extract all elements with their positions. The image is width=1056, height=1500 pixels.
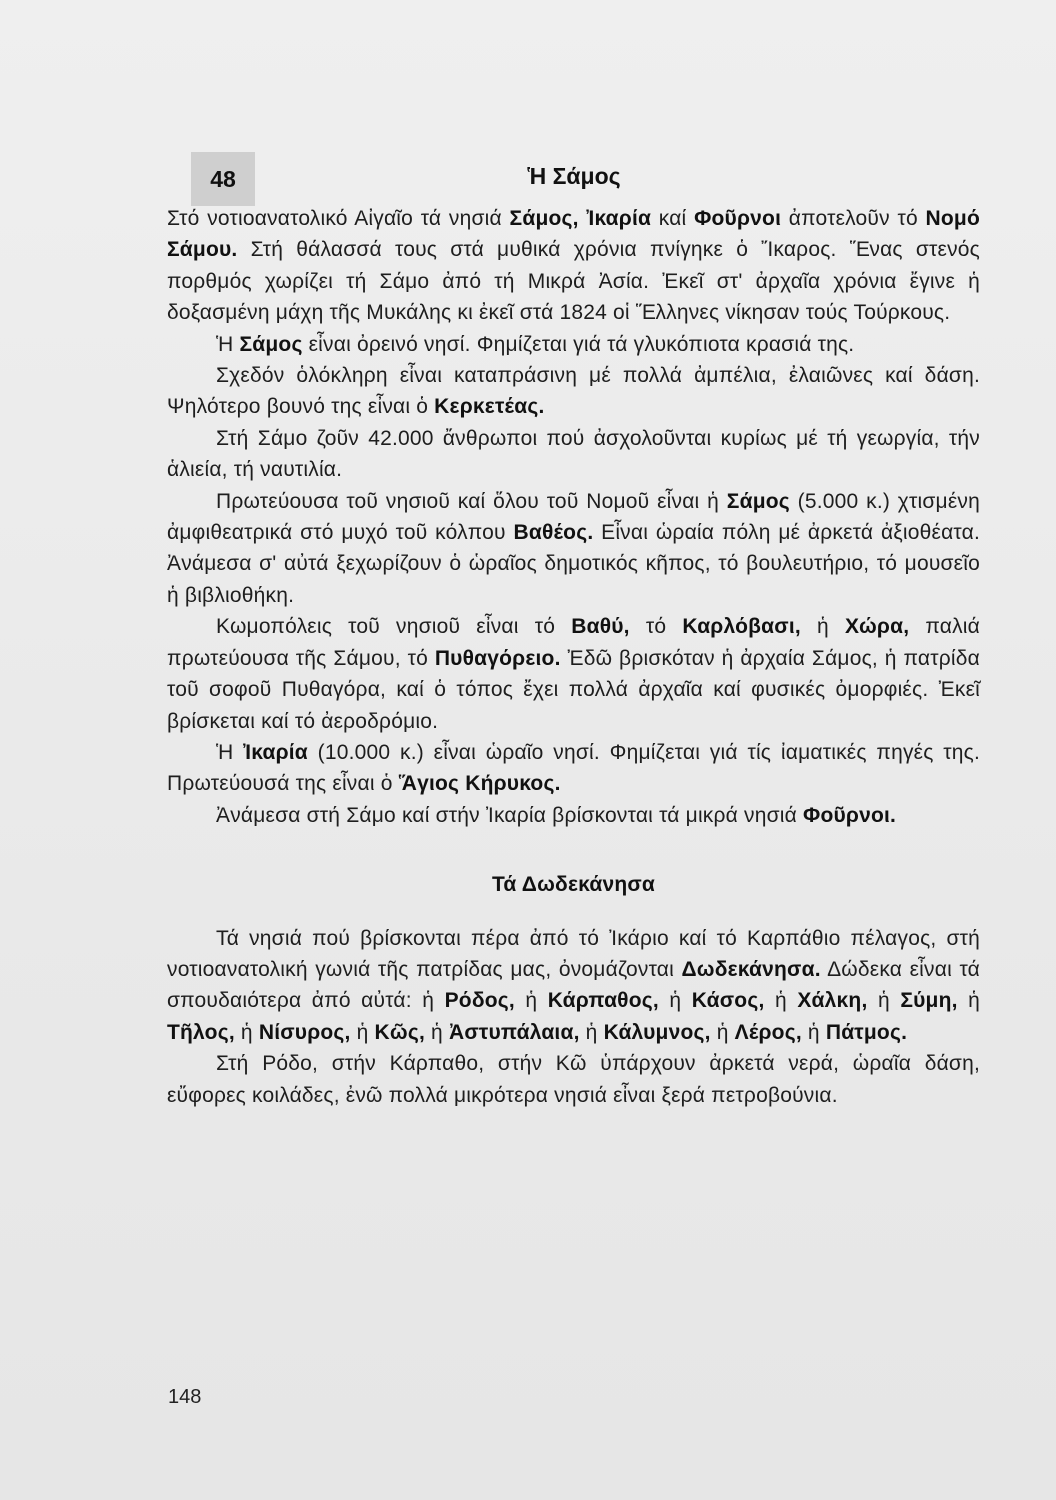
bold-term: Ἅγιος Κήρυκος. (398, 772, 561, 796)
bold-term: Δωδεκάνησα. (681, 957, 821, 981)
bold-term: Ἰκαρία (243, 740, 308, 764)
dodecanese-paragraph-2 (167, 1048, 980, 1111)
text-run: Κωμοπόλεις τοῦ νησιοῦ εἶναι τό (216, 615, 572, 639)
text-run: ἡ (957, 989, 981, 1013)
samos-paragraph-5 (167, 486, 980, 612)
samos-paragraph-4 (167, 423, 980, 486)
bold-term: Πυθαγόρειο. (434, 646, 561, 670)
text-run: Στή Σάμο ζοῦν 42.000 ἄνθρωποι πού ἀσχολοῦνται κυρίως μέ τή γεωργία, τήν ἁλιεία, τή ναυτιλία. (167, 426, 980, 482)
bold-term: Ἀστυπάλαια, (448, 1020, 580, 1044)
text-run: ἡ (658, 989, 692, 1013)
bold-term: Κάλυμνος, (603, 1020, 711, 1044)
bold-term: Χώρα, (845, 615, 910, 639)
samos-paragraph-6 (167, 611, 980, 737)
text-run: εἶναι ὀρεινό νησί. Φημίζεται γιά τά γλυκόπιοτα κρασιά της. (302, 332, 855, 356)
samos-paragraph-2 (167, 329, 980, 360)
bold-term: Νομό Σάμου. (167, 207, 981, 262)
section-heading-dodecanese: Τά Δωδεκάνησα (491, 873, 656, 897)
text-run: Εἶναι ὡραία πόλη μέ ἀρκετά ἀξιοθέατα. Ἀνάμεσα σ' αὐτά ξεχωρίζουν ὁ ὡραῖος δημοτικός κῆπος, τό βουλευτήριο, τό μουσεῖο ἡ βιβλιοθήκη. (167, 521, 980, 607)
bold-term: Κερκετέας. (434, 395, 545, 419)
text-run: Ἡ (216, 740, 244, 764)
text-run: Στή θάλασσά τους στά μυθικά χρόνια πνίγηκε ὁ Ἴκαρος. Ἕνας στενός πορθμός χωρίζει τή Σάμο ἀπό τή Μικρά Ἀσία. Ἐκεῖ στ' ἀρχαῖα χρόνια ἔγινε ἡ δοξασμένη μάχη τῆς Μυκάλης κι ἐκεῖ στά 1824 οἱ Ἕλληνες νίκησαν τούς Τούρκους. (167, 238, 980, 325)
page-title: Ἡ Σάμος (527, 163, 621, 189)
bold-term: Ρόδος, (444, 989, 515, 1013)
text-run: ἡ (350, 1020, 375, 1044)
text-run: Στό νοτιοανατολικό Αἰγαῖο τά νησιά (167, 207, 510, 230)
bold-term: Κάσος, (691, 989, 765, 1013)
text-run: Τά νησιά πού βρίσκονται πέρα ἀπό τό Ἰκάριο καί τό Καρπάθιο πέλαγος, στή νοτιοανατολική γωνιά τῆς πατρίδας μας, ὀνομάζονται (167, 926, 980, 981)
bold-term: Σύμη, (900, 989, 958, 1013)
bold-term: Κάρπαθος, (547, 989, 659, 1013)
text-run: ἡ (867, 989, 901, 1013)
bold-term: Τῆλος, (167, 1020, 235, 1044)
text-run: Ἐδῶ βρισκόταν ἡ ἀρχαία Σάμος, ἡ πατρίδα τοῦ σοφοῦ Πυθαγόρα, καί ὁ τόπος ἔχει πολλά ἀρχαῖα καί φυσικές ὀμορφιές. Ἐκεῖ βρίσκεται καί τό ἀεροδρόμιο. (167, 646, 980, 733)
text-run: ἡ (514, 989, 548, 1013)
text-run: ἡ (764, 989, 798, 1013)
bold-term: Βαθύ, (571, 615, 630, 639)
bold-term: Χάλκη, (797, 989, 868, 1013)
text-run: τό (629, 615, 683, 639)
text-run: Ἡ (216, 332, 240, 356)
text-run: ἀποτελοῦν τό (781, 207, 926, 230)
bold-term: Νίσυρος, (258, 1020, 351, 1044)
text-run: (10.000 κ.) εἶναι ὡραῖο νησί. Φημίζεται γιά τίς ἰαματικές πηγές της. Πρωτεύουσά της εἶναι ὁ (167, 740, 980, 796)
text-run: ἡ (234, 1020, 259, 1044)
fournoi-paragraph (167, 800, 980, 831)
samos-paragraph-3 (167, 360, 980, 423)
text-run: Στή Ρόδο, στήν Κάρπαθο, στήν Κῶ ὑπάρχουν ἀρκετά νερά, ὡραῖα δάση, εὔφορες κοιλάδες, ἐνῶ πολλά μικρότερα νησιά εἶναι ξερά πετροβούνια. (167, 1052, 980, 1107)
footer-page-number: 148 (168, 1386, 202, 1408)
text-run: Πρωτεύουσα τοῦ νησιοῦ καί ὅλου τοῦ Νομοῦ εἶναι ἡ (216, 489, 727, 513)
bold-term: Φοῦρνοι. (803, 803, 897, 827)
text-run: Σχεδόν ὁλόκληρη εἶναι καταπράσινη μέ πολλά ἀμπέλια, ἐλαιῶνες καί δάση. Ψηλότερο βουνό της εἶναι ὁ (167, 364, 980, 419)
bold-term: Βαθέος. (513, 521, 594, 545)
ikaria-paragraph (167, 737, 980, 800)
text-run: ἡ (710, 1020, 735, 1044)
text-run: ἡ (801, 1020, 826, 1044)
bold-term: Πάτμος. (825, 1020, 908, 1044)
bold-term: Καρλόβασι, (682, 615, 801, 639)
samos-paragraph-1 (167, 203, 980, 329)
text-run: (5.000 κ.) χτισμένη ἀμφιθεατρικά στό μυχό τοῦ κόλπου (167, 489, 980, 545)
text-run: Ἀνάμεσα στή Σάμο καί στήν Ἰκαρία βρίσκονται τά μικρά νησιά (216, 803, 804, 827)
bold-term: Σάμος (726, 489, 790, 513)
text-run: ἡ (800, 615, 846, 639)
bold-term: Κῶς, (374, 1020, 426, 1044)
text-run: Δώδεκα εἶναι τά σπουδαιότερα ἀπό αὐτά: ἡ (167, 957, 980, 1013)
bold-term: Φοῦρνοι (694, 207, 782, 230)
chapter-number: 48 (210, 165, 236, 192)
body-text (167, 203, 980, 1111)
bold-term: Σάμος (239, 332, 303, 356)
text-run: ἡ (425, 1020, 449, 1044)
bold-term: Σάμος, Ἰκαρία (509, 207, 652, 230)
dodecanese-paragraph-1 (167, 923, 980, 1049)
text-run: παλιά πρωτεύουσα τῆς Σάμου, τό (167, 615, 980, 670)
text-run: καί (651, 207, 695, 230)
text-run: ἡ (579, 1020, 604, 1044)
bold-term: Λέρος, (734, 1020, 802, 1044)
